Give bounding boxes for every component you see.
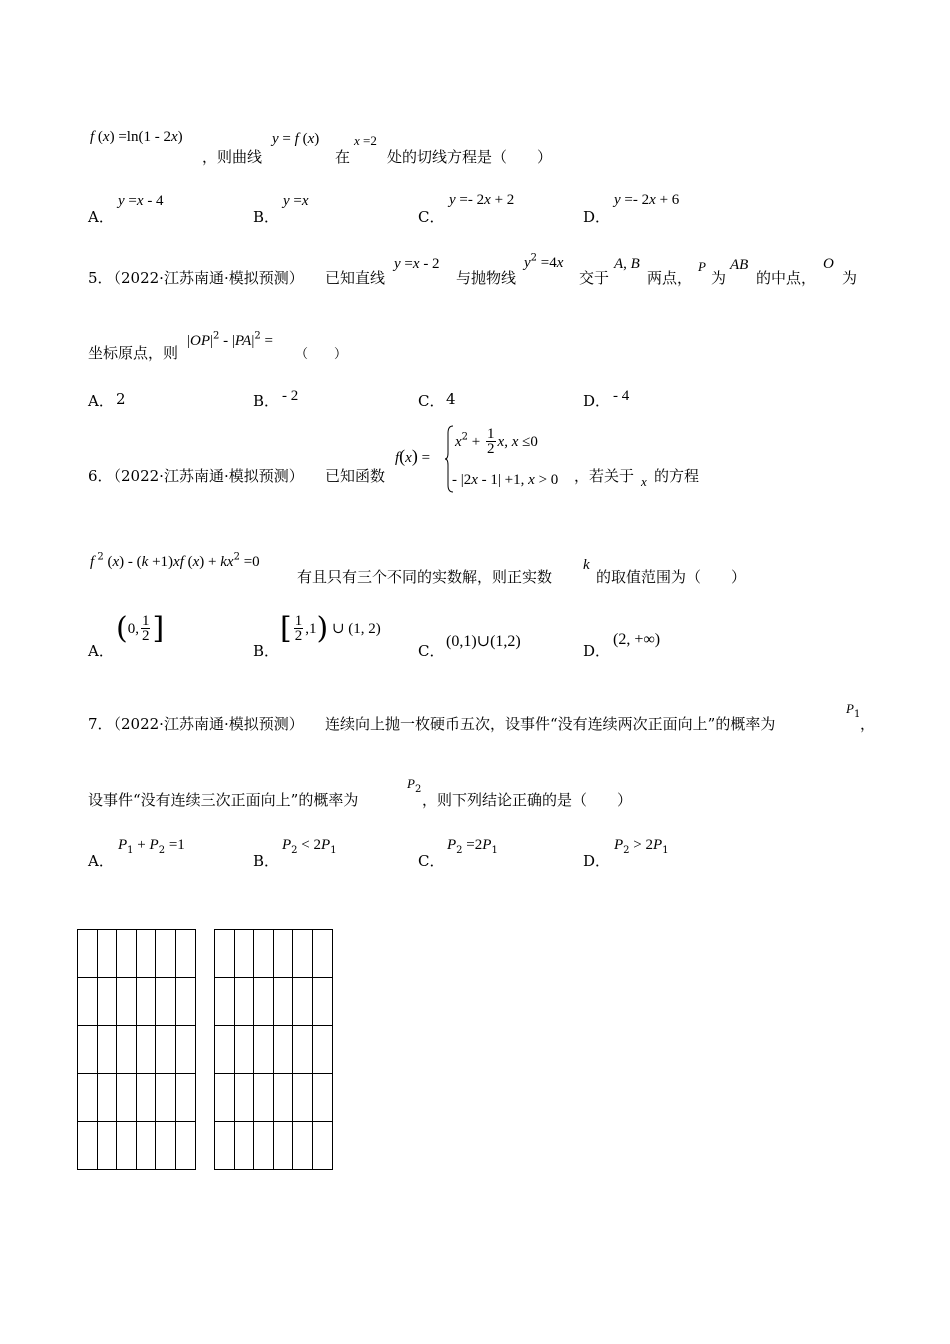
- q5-source: （2022·江苏南通·模拟预测）: [106, 269, 304, 287]
- q7-option-b-letter: B．: [253, 852, 280, 870]
- q4-point: x =2: [354, 133, 377, 148]
- q7-text-1: 连续向上抛一枚硬币五次，设事件“没有连续两次正面向上”的概率为: [325, 715, 776, 733]
- q6-option-b-letter: B．: [253, 642, 280, 660]
- q5-option-b-letter: B．: [253, 392, 280, 410]
- q5-o-var: O: [823, 256, 834, 272]
- q7-option-d-letter: D．: [583, 852, 611, 870]
- q5-option-d-letter: D．: [583, 392, 611, 410]
- q4-function-definition: f (x) =ln(1 - 2x): [90, 129, 183, 145]
- q4-option-b-letter: B．: [253, 208, 280, 226]
- q7-comma: ，: [860, 715, 876, 733]
- q5-option-a: 2: [116, 390, 126, 408]
- q4-option-d: y =- 2x + 6: [614, 192, 680, 208]
- q6-piece-2: - |2x - 1| +1, x > 0: [452, 472, 559, 488]
- q4-text-2: 在: [335, 148, 351, 166]
- q4-text-1: ，则曲线: [202, 148, 263, 166]
- q6-text-2: ，若关于: [574, 467, 635, 485]
- q4-text-3: 处的切线方程是（ ）: [387, 148, 553, 166]
- q7-option-d: $P_2 > 2P_1$: [614, 837, 669, 857]
- q5-option-a-letter: A．: [88, 392, 114, 410]
- q4-option-c-letter: C．: [418, 208, 445, 226]
- q5-line-equation: y =x - 2: [394, 256, 440, 272]
- q4-option-a-letter: A．: [88, 208, 114, 226]
- q7-option-b: $P_2 < 2P_1$: [282, 837, 337, 857]
- q5-p-var: P: [698, 259, 706, 274]
- q5-text-1: 已知直线: [325, 269, 386, 287]
- q6-option-d-letter: D．: [583, 642, 611, 660]
- q5-text-7: 为: [842, 269, 858, 287]
- q5-number: 5．: [88, 269, 113, 287]
- answer-grid-left: [77, 929, 196, 1170]
- q6-option-d: (2, +∞): [613, 631, 661, 648]
- q6-text-3: 的方程: [654, 467, 700, 485]
- q4-option-c: y =- 2x + 2: [449, 192, 515, 208]
- q7-option-a: $P_1 + P_2 =1$: [118, 837, 185, 857]
- q6-k-var: k: [583, 557, 590, 573]
- q7-text-2: 设事件“没有连续三次正面向上”的概率为: [88, 791, 359, 809]
- q6-text-5: 的取值范围为（ ）: [596, 568, 747, 586]
- q7-option-c: $P_2 =2P_1$: [447, 837, 498, 857]
- q6-option-c: (0,1)∪(1,2): [446, 633, 521, 650]
- q4-option-d-letter: D．: [583, 208, 611, 226]
- q6-option-c-letter: C．: [418, 642, 445, 660]
- q6-text-4: 有且只有三个不同的实数解，则正实数: [297, 568, 553, 586]
- q5-parabola-equation: $y^2 =4x$: [524, 252, 564, 271]
- q5-text-line2: 坐标原点，则: [88, 344, 179, 362]
- q6-function-name: f(x) =: [395, 446, 431, 466]
- q5-text-6: 的中点，: [756, 269, 817, 287]
- q5-text-5: 为: [711, 269, 727, 287]
- q7-option-a-letter: A．: [88, 852, 114, 870]
- q6-option-a-letter: A．: [88, 642, 114, 660]
- q5-paren: （ ）: [295, 347, 348, 362]
- answer-grid-right: [214, 929, 333, 1170]
- q5-expression: $|OP|^2 - |PA|^2$ =: [187, 330, 273, 349]
- q5-text-4: 两点，: [647, 269, 693, 287]
- q4-option-a: y =x - 4: [118, 193, 164, 209]
- q5-text-3: 交于: [579, 269, 610, 287]
- q7-text-3: ，则下列结论正确的是（ ）: [422, 791, 633, 809]
- q5-option-d: - 4: [613, 388, 630, 404]
- q7-p2: $P_2$: [407, 776, 422, 796]
- q5-option-c-letter: C．: [418, 392, 445, 410]
- q6-option-a: (0, $\frac{1}{2}$ ]: [116, 611, 165, 646]
- q6-piece-1: $x^2$ + $\frac{1}{2}$ x, x ≤0: [455, 426, 538, 457]
- q7-number: 7．: [88, 715, 113, 733]
- q7-p1: $P_1$: [846, 701, 861, 721]
- q5-text-2: 与抛物线: [456, 269, 517, 287]
- q4-option-b: y =x: [283, 193, 309, 209]
- q6-source: （2022·江苏南通·模拟预测）: [106, 467, 304, 485]
- q7-source: （2022·江苏南通·模拟预测）: [106, 715, 304, 733]
- q6-option-b: [ $\frac{1}{2}$ ,1) ∪ (1, 2): [280, 611, 381, 646]
- q5-option-b: - 2: [282, 388, 299, 404]
- q7-option-c-letter: C．: [418, 852, 445, 870]
- q5-points-ab: A, B: [614, 256, 640, 272]
- q4-curve: y = f (x): [272, 131, 320, 147]
- q6-text-1: 已知函数: [325, 467, 386, 485]
- q5-option-c: 4: [446, 390, 456, 408]
- q6-number: 6．: [88, 467, 113, 485]
- q5-ab-var: AB: [730, 257, 749, 273]
- q6-equation: f $^2$ (x) - (k +1)xf $(x) + kx^2 =0$: [90, 551, 260, 570]
- q6-x-var: x: [641, 474, 647, 489]
